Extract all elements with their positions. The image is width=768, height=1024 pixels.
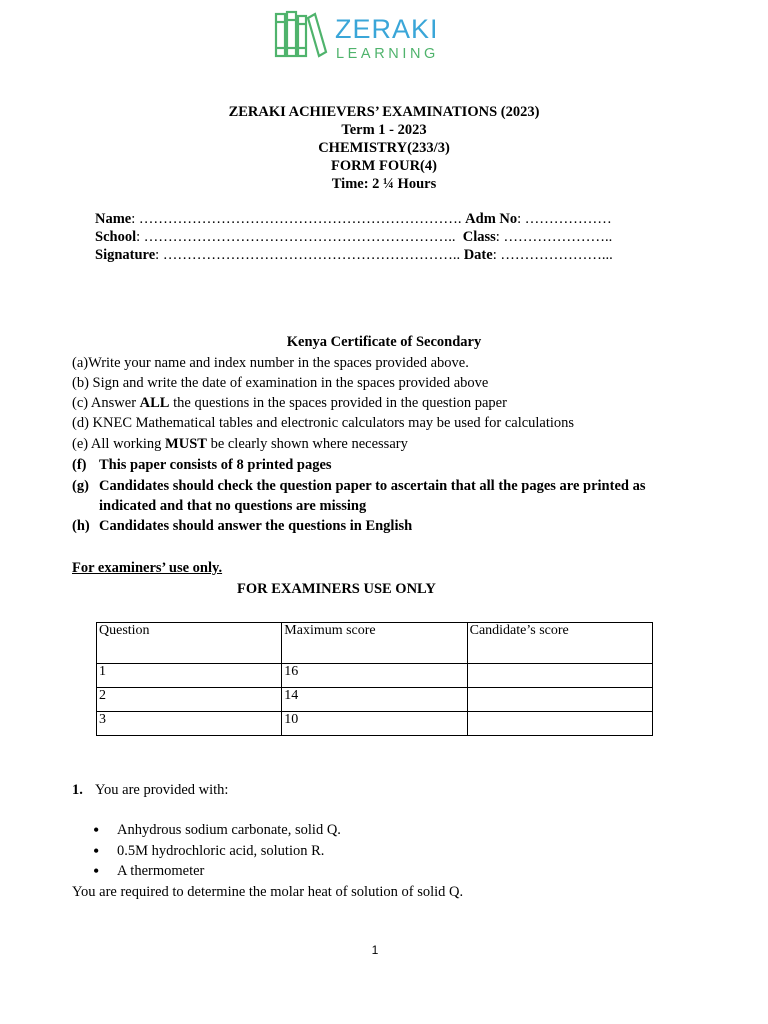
instruction-e-bold: MUST [165,436,207,452]
school-label: School [95,229,137,245]
instruction-e-pre: (e) All working [72,436,166,452]
table-row [97,664,653,688]
instruction-h-label: (h) [72,518,90,534]
exam-time: Time: 2 ¼ Hours [331,176,437,192]
exam-subject: CHEMISTRY(233/3) [318,140,450,156]
signature-field[interactable]: : …………………………………………………….. [155,247,461,263]
instruction-g-text-2: indicated and that no questions are missing [99,498,367,514]
table-cell: 2 [97,688,282,712]
class-field[interactable]: : ………………….. [495,229,613,245]
exam-form: FORM FOUR(4) [331,158,437,174]
instruction-e [72,434,408,454]
zeraki-logo [274,8,464,60]
instruction-c-bold: ALL [139,395,170,411]
instruction-d: (d) KNEC Mathematical tables and electronic calculators may be used for calculations [72,415,575,431]
question-task: You are required to determine the molar heat of solution of solid Q. [72,884,464,900]
logo-subtitle: LEARNING [336,46,439,62]
table-cell: 16 [282,664,467,688]
table-header-cell: Question [97,623,282,664]
table-cell[interactable] [467,688,652,712]
exam-term: Term 1 - 2023 [341,122,427,138]
instruction-b: (b) Sign and write the date of examination in the spaces provided above [72,375,489,391]
instruction-f-text: This paper consists of 8 printed pages [99,457,332,473]
signature-label: Signature [95,247,156,263]
table-cell: 14 [282,688,467,712]
logo-wordmark: ZERAKI [335,14,439,44]
instruction-g [72,476,646,496]
instruction-e-post: be clearly shown where necessary [206,436,408,452]
instructions-title: Kenya Certificate of Secondary [286,334,482,350]
materials-list [93,820,341,882]
date-field[interactable]: : …………………... [492,247,613,263]
table-cell[interactable] [467,712,652,736]
examiners-subheading: FOR EXAMINERS USE ONLY [237,581,436,597]
instruction-g-text-1: Candidates should check the question paper to ascertain that all the pages are printed as [99,478,646,494]
question-number: 1. [72,782,83,798]
question-intro: You are provided with: [95,782,229,798]
table-header-cell: Maximum score [282,623,467,664]
class-label: Class [462,229,496,245]
table-cell: 3 [97,712,282,736]
page-number: 1 [371,943,379,957]
books-icon [274,8,330,58]
adm-field[interactable]: : ……………… [517,211,612,227]
instruction-c [72,393,507,413]
table-header-cell: Candidate’s score [467,623,652,664]
instruction-h-text: Candidates should answer the questions in English [99,518,413,534]
list-item: • A thermometer [93,861,341,882]
signature-line [95,246,613,264]
instruction-g-label: (g) [72,478,89,494]
instruction-f-label: (f) [72,457,87,473]
table-cell: 1 [97,664,282,688]
adm-label: Adm No [465,211,518,227]
instruction-f [72,455,332,475]
date-label: Date [463,247,493,263]
name-label: Name [95,211,132,227]
examiners-heading: For examiners’ use only. [72,560,223,576]
instruction-c-pre: (c) Answer [72,395,140,411]
table-cell[interactable] [467,664,652,688]
instruction-c-post: the questions in the spaces provided in the question paper [169,395,507,411]
table-row [97,688,653,712]
name-field[interactable]: : …………………………………………………………. [131,211,462,227]
school-field[interactable]: : ……………………………………………………….. [136,229,456,245]
table-header-row [97,623,653,664]
table-row [97,712,653,736]
instruction-h [72,516,413,536]
instruction-a: (a)Write your name and index number in the spaces provided above. [72,355,469,371]
school-line [95,228,612,246]
list-item: • Anhydrous sodium carbonate, solid Q. [93,820,341,841]
table-cell: 10 [282,712,467,736]
list-item: • 0.5M hydrochloric acid, solution R. [93,841,341,862]
name-line [95,210,612,228]
score-table [96,622,653,736]
exam-title: ZERAKI ACHIEVERS’ EXAMINATIONS (2023) [228,104,540,120]
